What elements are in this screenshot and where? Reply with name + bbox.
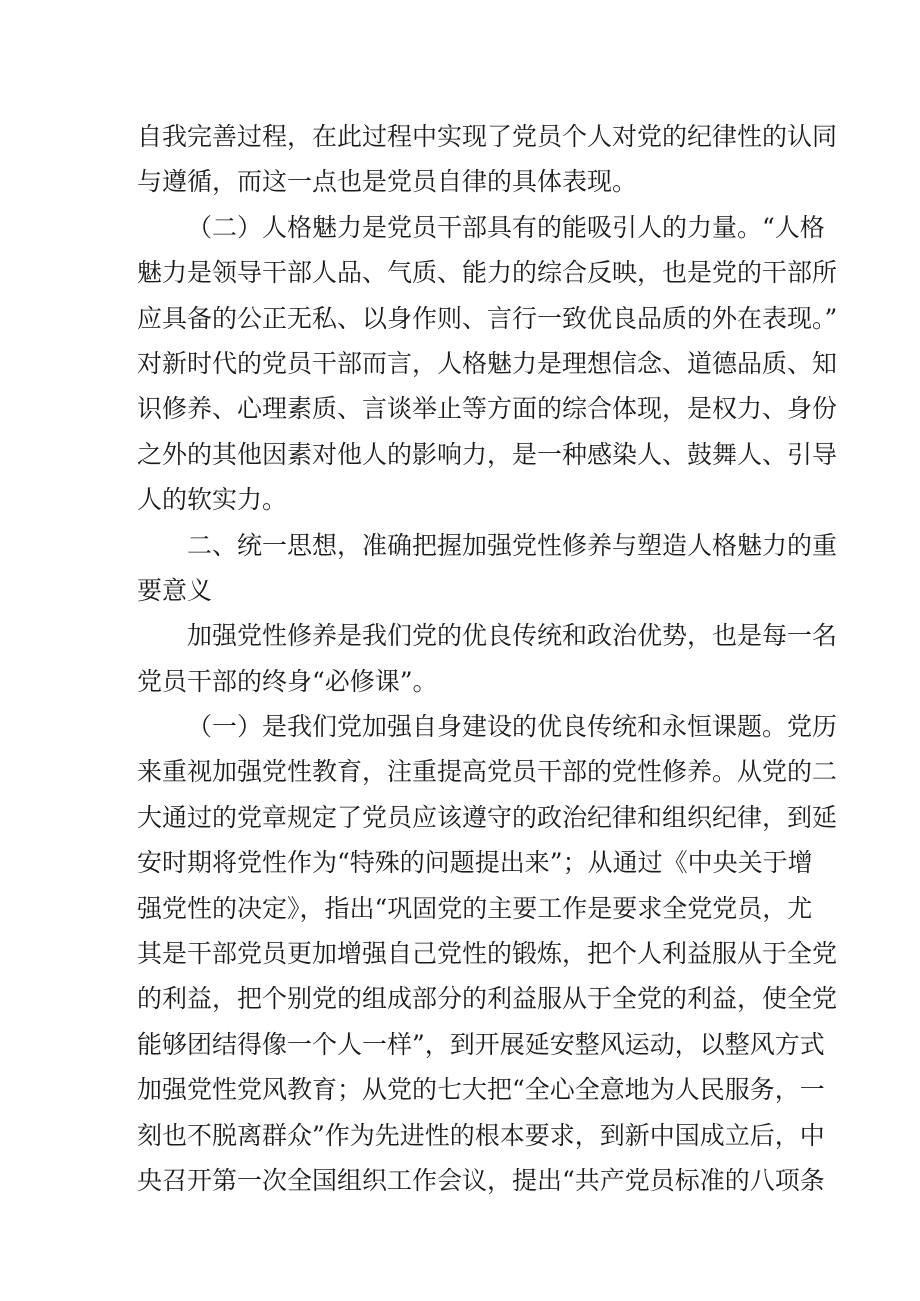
text-line: 二、统一思想，准确把握加强党性修养与塑造人格魅力的重 [187,530,838,560]
text-line: 央召开第一次全国组织工作会议，提出“共产党员标准的八项条 [137,1165,825,1195]
text-line: （一）是我们党加强自身建设的优良传统和永恒课题。党历 [187,712,838,742]
text-line: 要意义 [137,575,213,605]
text-line: 党员干部的终身“必修课”。 [137,666,438,696]
text-line: 安时期将党性作为“特殊的问题提出来”；从通过《中央关于增 [137,848,813,878]
text-line: 来重视加强党性教育，注重提高党员干部的党性修养。从党的二 [137,757,838,787]
text-line: 加强党性修养是我们党的优良传统和政治优势，也是每一名 [187,621,838,651]
text-line: 人的软实力。 [137,485,288,515]
text-line: 应具备的公正无私、以身作则、言行一致优良品质的外在表现。” [137,303,838,333]
text-line: 刻也不脱离群众”作为先进性的根本要求，到新中国成立后，中 [137,1120,825,1150]
text-line: 的利益，把个别党的组成部分的利益服从于全党的利益，使全党 [137,984,838,1014]
text-line: 加强党性党风教育；从党的七大把“全心全意地为人民服务，一 [137,1075,825,1105]
text-line: 与遵循，而这一点也是党员自律的具体表现。 [137,167,638,197]
text-line: 大通过的党章规定了党员应该遵守的政治纪律和组织纪律，到延 [137,802,838,832]
text-line: 自我完善过程，在此过程中实现了党员个人对党的纪律性的认同 [137,122,838,151]
text-line: （二）人格魅力是党员干部具有的能吸引人的力量。“人格 [187,212,825,242]
text-line: 魅力是领导干部人品、气质、能力的综合反映，也是党的干部所 [137,258,838,288]
text-line: 之外的其他因素对他人的影响力，是一种感染人、鼓舞人、引导 [137,439,838,469]
text-line: 能够团结得像一个人一样”，到开展延安整风运动，以整风方式 [137,1029,825,1059]
text-line: 识修养、心理素质、言谈举止等方面的综合体现，是权力、身份 [137,394,838,424]
text-line: 其是干部党员更加增强自己党性的锻炼，把个人利益服从于全党 [137,939,838,969]
text-line: 对新时代的党员干部而言，人格魅力是理想信念、道德品质、知 [137,348,838,378]
text-line: 强党性的决定》，指出“巩固党的主要工作是要求全党党员，尤 [137,893,813,923]
document-body [137,114,838,1203]
